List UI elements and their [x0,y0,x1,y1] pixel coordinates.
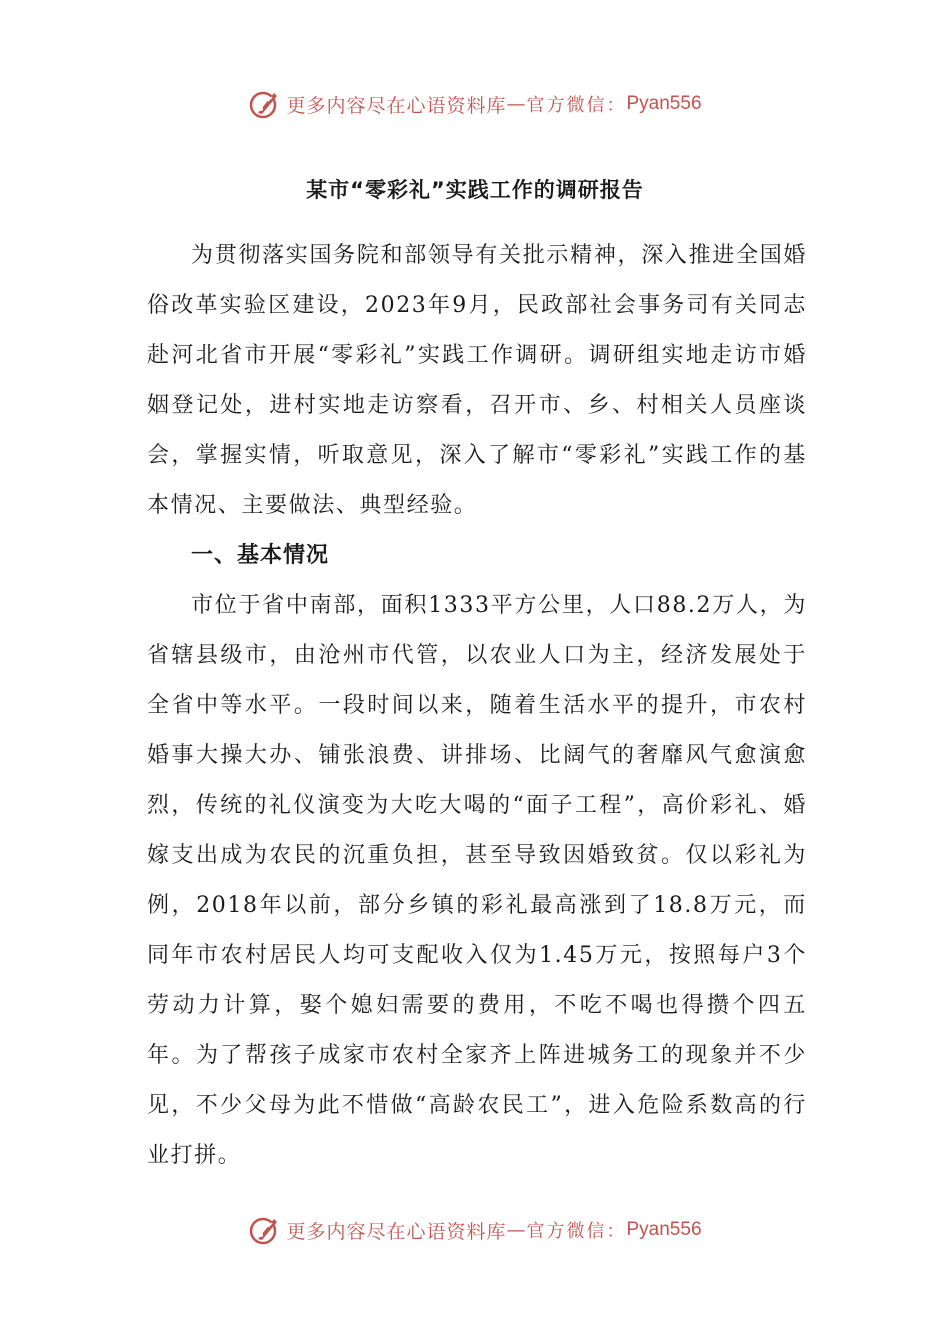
watermark-brand: 更多内容尽在心语资料库 [286,1220,507,1243]
quill-logo-icon [248,87,282,121]
watermark-separator: — [506,93,527,115]
watermark-brand: 更多内容尽在心语资料库 [286,94,507,117]
watermark-official-label: 官方微信： [526,1221,627,1242]
document-title: 某市“零彩礼”实践工作的调研报告 [306,178,644,202]
quill-logo-icon [248,1213,282,1247]
basic-situation-paragraph: 市位于省中南部，面积1333平方公里，人口88.2万人，为省辖县级市，由沧州市代管，以农业人口为主，经济发展处于全省中等水平。一段时间以来，随着生活水平的提升，市农村婚事大操大办、铺张浪费、讲排场、比阔气的奢靡风气愈演愈烈，传统的礼仪演变为大吃大喝的“面子工程”，高价彩礼、婚嫁支出成为农民的沉重负担，甚至导致因婚致贫。仅以彩礼为例，2018年以前，部分乡镇的彩礼最高涨到了18.8万元，而同年市农村居民人均可支配收入仅为1.45万元，按照每户3个劳动力计算，娶个媳妇需要的费用，不吃不喝也得攒个四五年。为了帮孩子成家市农村全家齐上阵进城务工的现象并不少见，不少父母为此不惜做“高龄农民工”，进入危险系数高的行业打拼。 [147,593,807,1168]
watermark-banner-bottom [0,1210,950,1250]
watermark-official-label: 官方微信： [526,95,627,116]
document-body [147,231,807,1181]
section-heading-basic-situation: 一、基本情况 [191,543,330,568]
watermark-wechat-id: Pyan556 [626,1219,702,1240]
watermark-banner-top [0,84,950,124]
intro-paragraph: 为贯彻落实国务院和部领导有关批示精神，深入推进全国婚俗改革实验区建设，2023年9月，民政部社会事务司有关同志赴河北省市开展“零彩礼”实践工作调研。调研组实地走访市婚姻登记处，进村实地走访察看，召开市、乡、村相关人员座谈会，掌握实情，听取意见，深入了解市“零彩礼”实践工作的基本情况、主要做法、典型经验。 [147,243,807,518]
watermark-separator: — [506,1219,527,1241]
watermark-wechat-id: Pyan556 [626,93,702,114]
